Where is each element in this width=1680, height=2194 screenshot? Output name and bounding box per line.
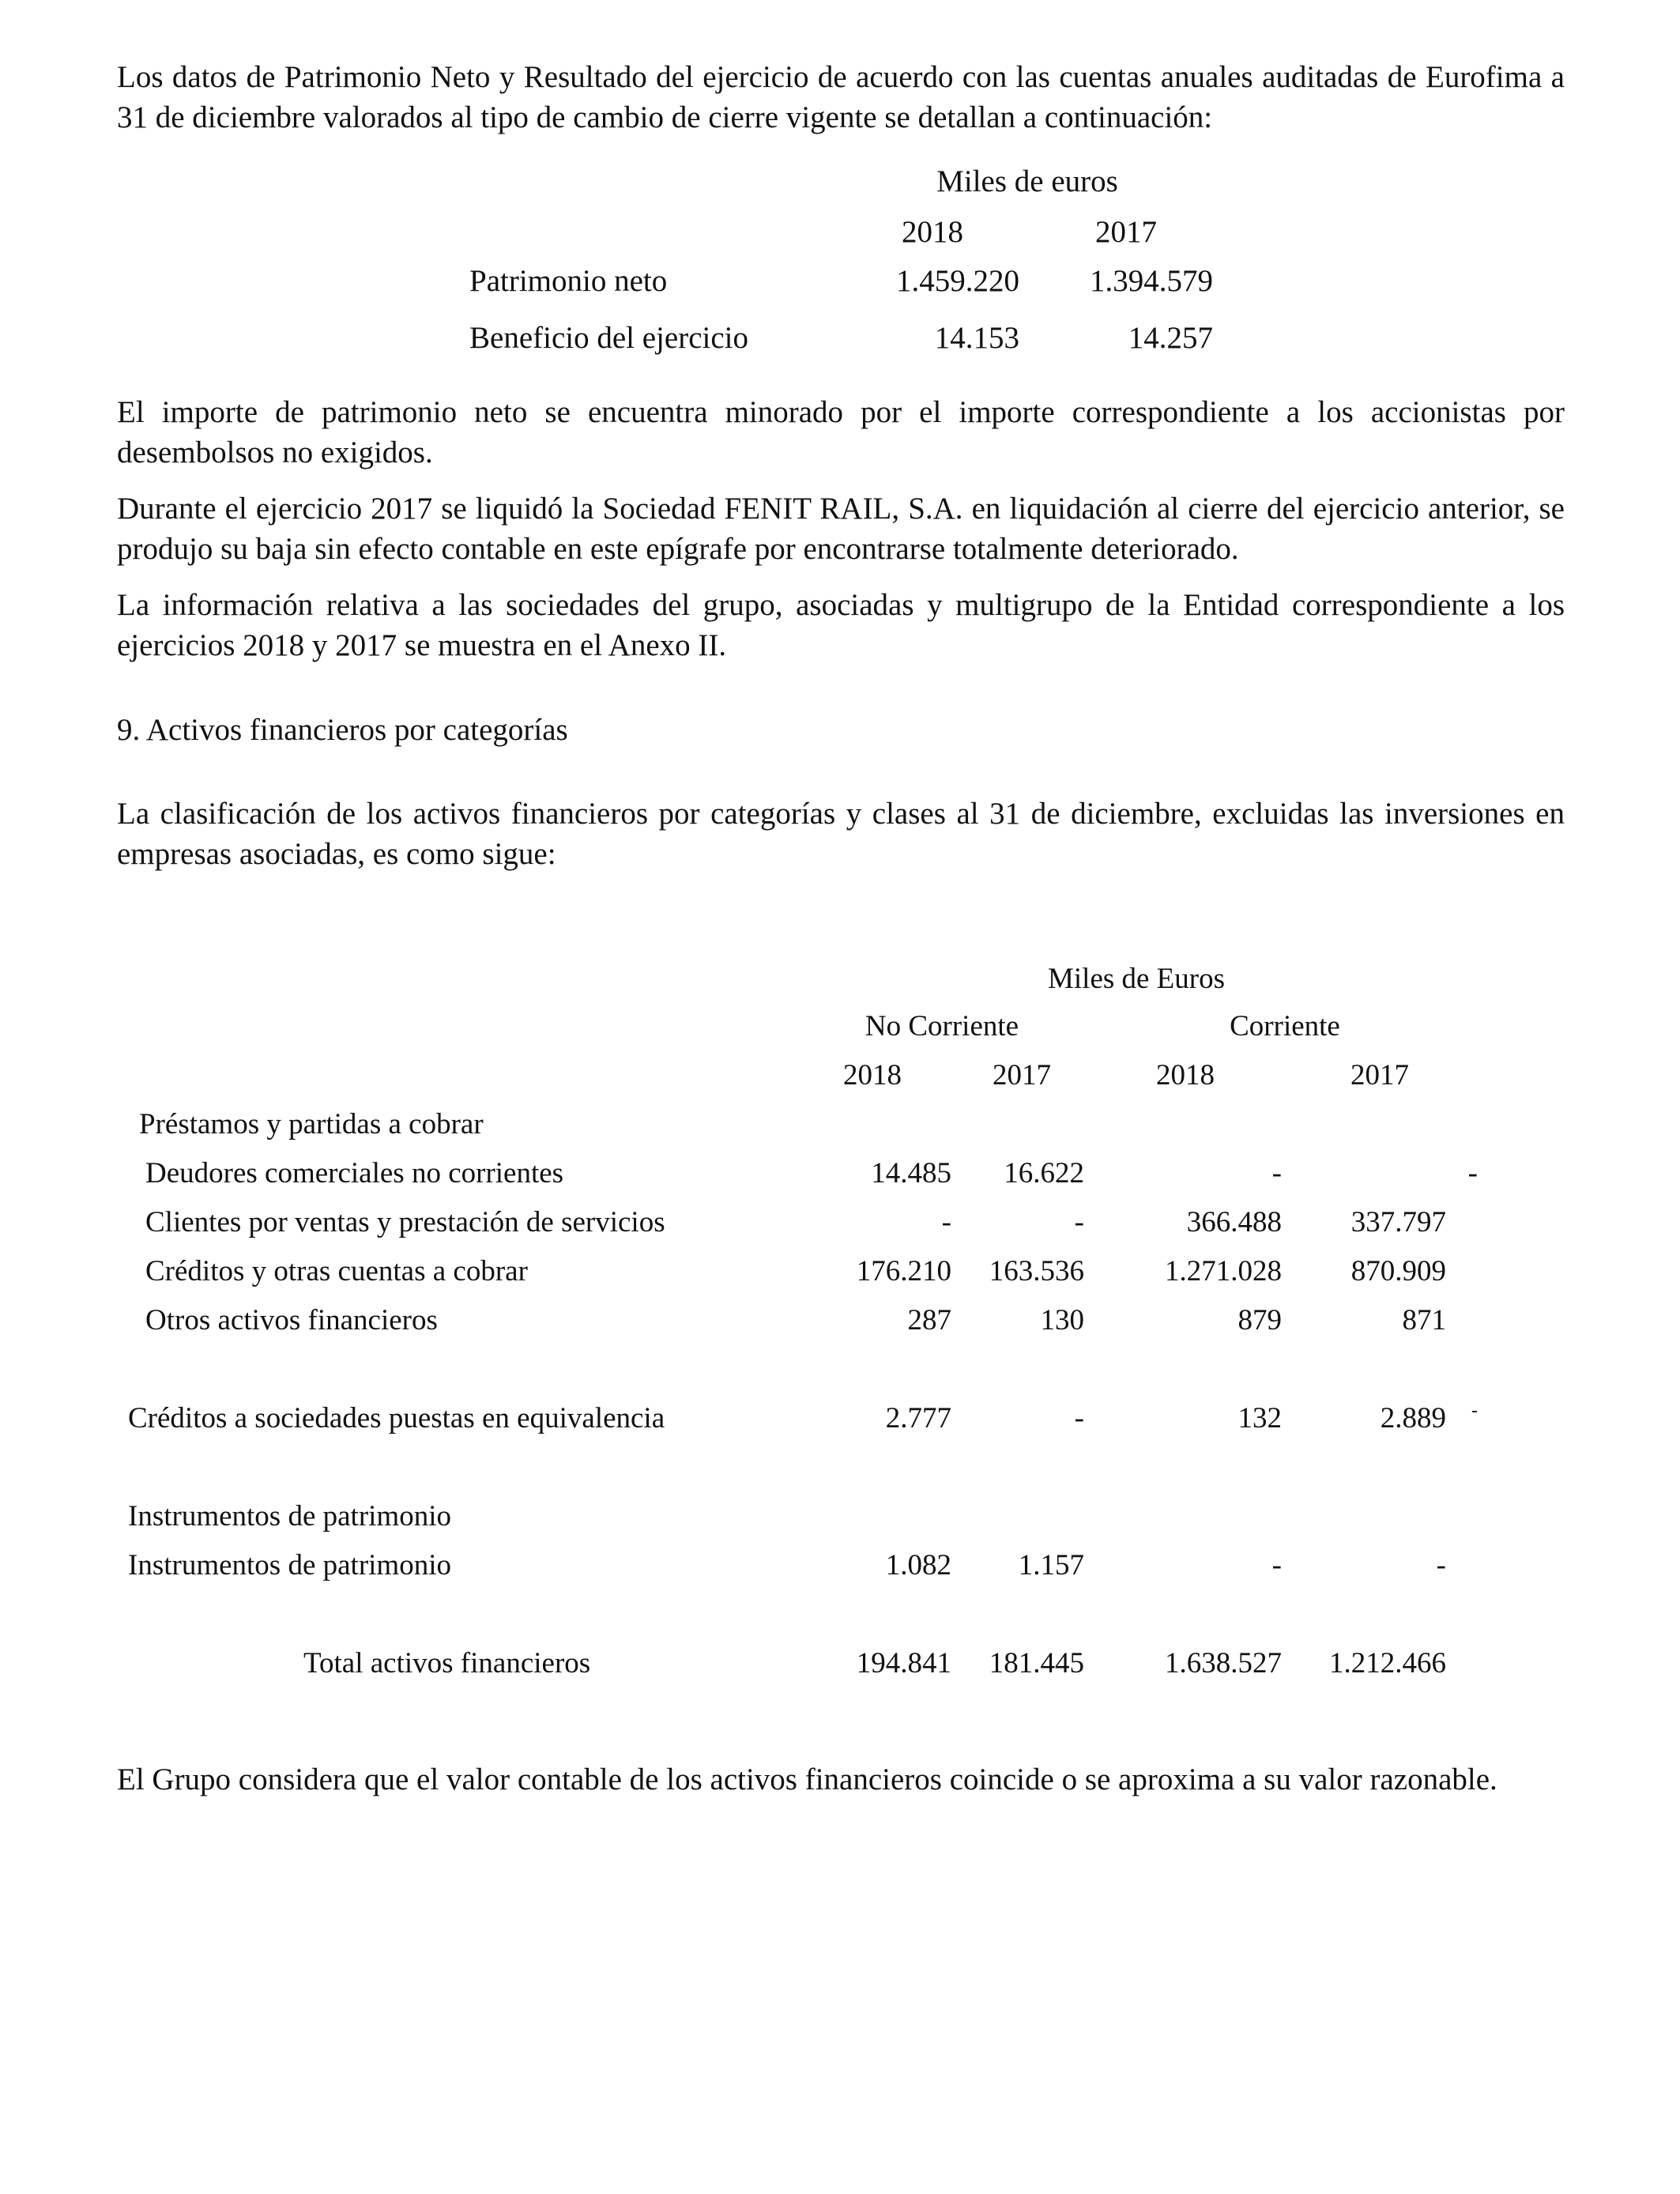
table-cell: 14.485	[871, 1157, 951, 1189]
profit-row-value-2018: 14.153	[934, 321, 1019, 355]
current-header: Corriente	[1230, 1010, 1340, 1042]
closing-paragraph: El Grupo considera que el valor contable de los activos financieros coincide o se aproxima a su valor razonable.	[117, 1762, 1497, 1796]
equity-row-value-2017: 1.394.579	[1090, 264, 1213, 298]
liquidation-paragraph: Durante el ejercicio 2017 se liquidó la Sociedad FENIT RAIL, S.A. en liquidación al cierre del ejercicio anterior, se produjo su baja sin efecto contable en este epígrafe por encontrarse totalmente deteriorado.	[117, 492, 1565, 566]
group-title-equity-instruments: Instrumentos de patrimonio	[128, 1500, 451, 1532]
total-cell: 181.445	[989, 1647, 1084, 1679]
table-cell: 16.622	[1004, 1157, 1084, 1189]
equity-table-year-2018: 2018	[902, 215, 963, 249]
table-cell: -	[1271, 1549, 1282, 1581]
table-row-label: Créditos a sociedades puestas en equivalencia	[128, 1402, 665, 1434]
table-row-label: Créditos y otras cuentas a cobrar	[145, 1255, 528, 1287]
equity-row-label: Patrimonio neto	[469, 264, 668, 298]
year-header-c-2018: 2018	[1156, 1059, 1215, 1091]
table-cell: 163.536	[989, 1255, 1084, 1287]
equity-row-value-2018: 1.459.220	[896, 264, 1019, 298]
table-cell: 2.777	[885, 1402, 951, 1434]
total-cell: 1.638.527	[1165, 1647, 1282, 1679]
year-header-nc-2017: 2017	[993, 1059, 1051, 1091]
trailing-mark: -	[1471, 1400, 1478, 1421]
intro-paragraph: Los datos de Patrimonio Neto y Resultado del ejercicio de acuerdo con las cuentas anuales auditadas de Eurofima a 31 de diciembre valorados al tipo de cambio de cierre vigente se detallan a continuación:	[117, 60, 1565, 134]
table-cell: -	[1271, 1157, 1282, 1189]
table-cell: 366.488	[1186, 1206, 1282, 1238]
table-cell: -	[1074, 1402, 1084, 1434]
profit-row-label: Beneficio del ejercicio	[469, 321, 748, 355]
equity-note-paragraph: El importe de patrimonio neto se encuentra minorado por el importe correspondiente a los accionistas por desembolsos no exigidos.	[117, 395, 1565, 469]
total-row-label: Total activos financieros	[303, 1647, 591, 1679]
table-cell: -	[941, 1206, 951, 1238]
equity-table-year-2017: 2017	[1095, 215, 1157, 249]
table-cell: 2.889	[1380, 1402, 1446, 1434]
table-cell: 337.797	[1350, 1206, 1446, 1238]
total-cell: 194.841	[856, 1647, 951, 1679]
table-cell: -	[1467, 1157, 1478, 1189]
section-heading: 9. Activos financieros por categorías	[117, 713, 568, 747]
annex-paragraph: La información relativa a las sociedades del grupo, asociadas y multigrupo de la Entidad correspondiente a los ejercicios 2018 y 2017 se muestra en el Anexo II.	[117, 588, 1565, 662]
table-cell: 176.210	[856, 1255, 951, 1287]
table-cell: 130	[1040, 1304, 1084, 1336]
section-intro-paragraph: La clasificación de los activos financieros por categorías y clases al 31 de diciembre, excluidas las inversiones en empresas asociadas, es como sigue:	[117, 797, 1565, 871]
profit-row-value-2017: 14.257	[1128, 321, 1213, 355]
group-title-loans: Préstamos y partidas a cobrar	[139, 1108, 484, 1140]
total-cell: 1.212.466	[1329, 1647, 1446, 1679]
equity-table-unit-header: Miles de euros	[936, 164, 1118, 198]
table-cell: 132	[1237, 1402, 1282, 1434]
table-row-label: Otros activos financieros	[145, 1304, 438, 1336]
table-cell: -	[1074, 1206, 1084, 1238]
table-cell: 1.157	[1018, 1549, 1084, 1581]
year-header-nc-2018: 2018	[843, 1059, 902, 1091]
table-cell: -	[1436, 1549, 1446, 1581]
year-header-c-2017: 2017	[1350, 1059, 1409, 1091]
table-cell: 287	[907, 1304, 951, 1336]
assets-table-unit-header: Miles de Euros	[1047, 963, 1226, 995]
table-row-label: Clientes por ventas y prestación de servicios	[145, 1206, 665, 1238]
table-cell: 1.271.028	[1165, 1255, 1282, 1287]
table-cell: 879	[1237, 1304, 1282, 1336]
table-row-label: Instrumentos de patrimonio	[128, 1549, 451, 1581]
table-cell: 870.909	[1350, 1255, 1446, 1287]
table-row-label: Deudores comerciales no corrientes	[145, 1157, 564, 1189]
table-cell: 1.082	[885, 1549, 951, 1581]
table-cell: 871	[1402, 1304, 1446, 1336]
non-current-header: No Corriente	[864, 1010, 1019, 1042]
